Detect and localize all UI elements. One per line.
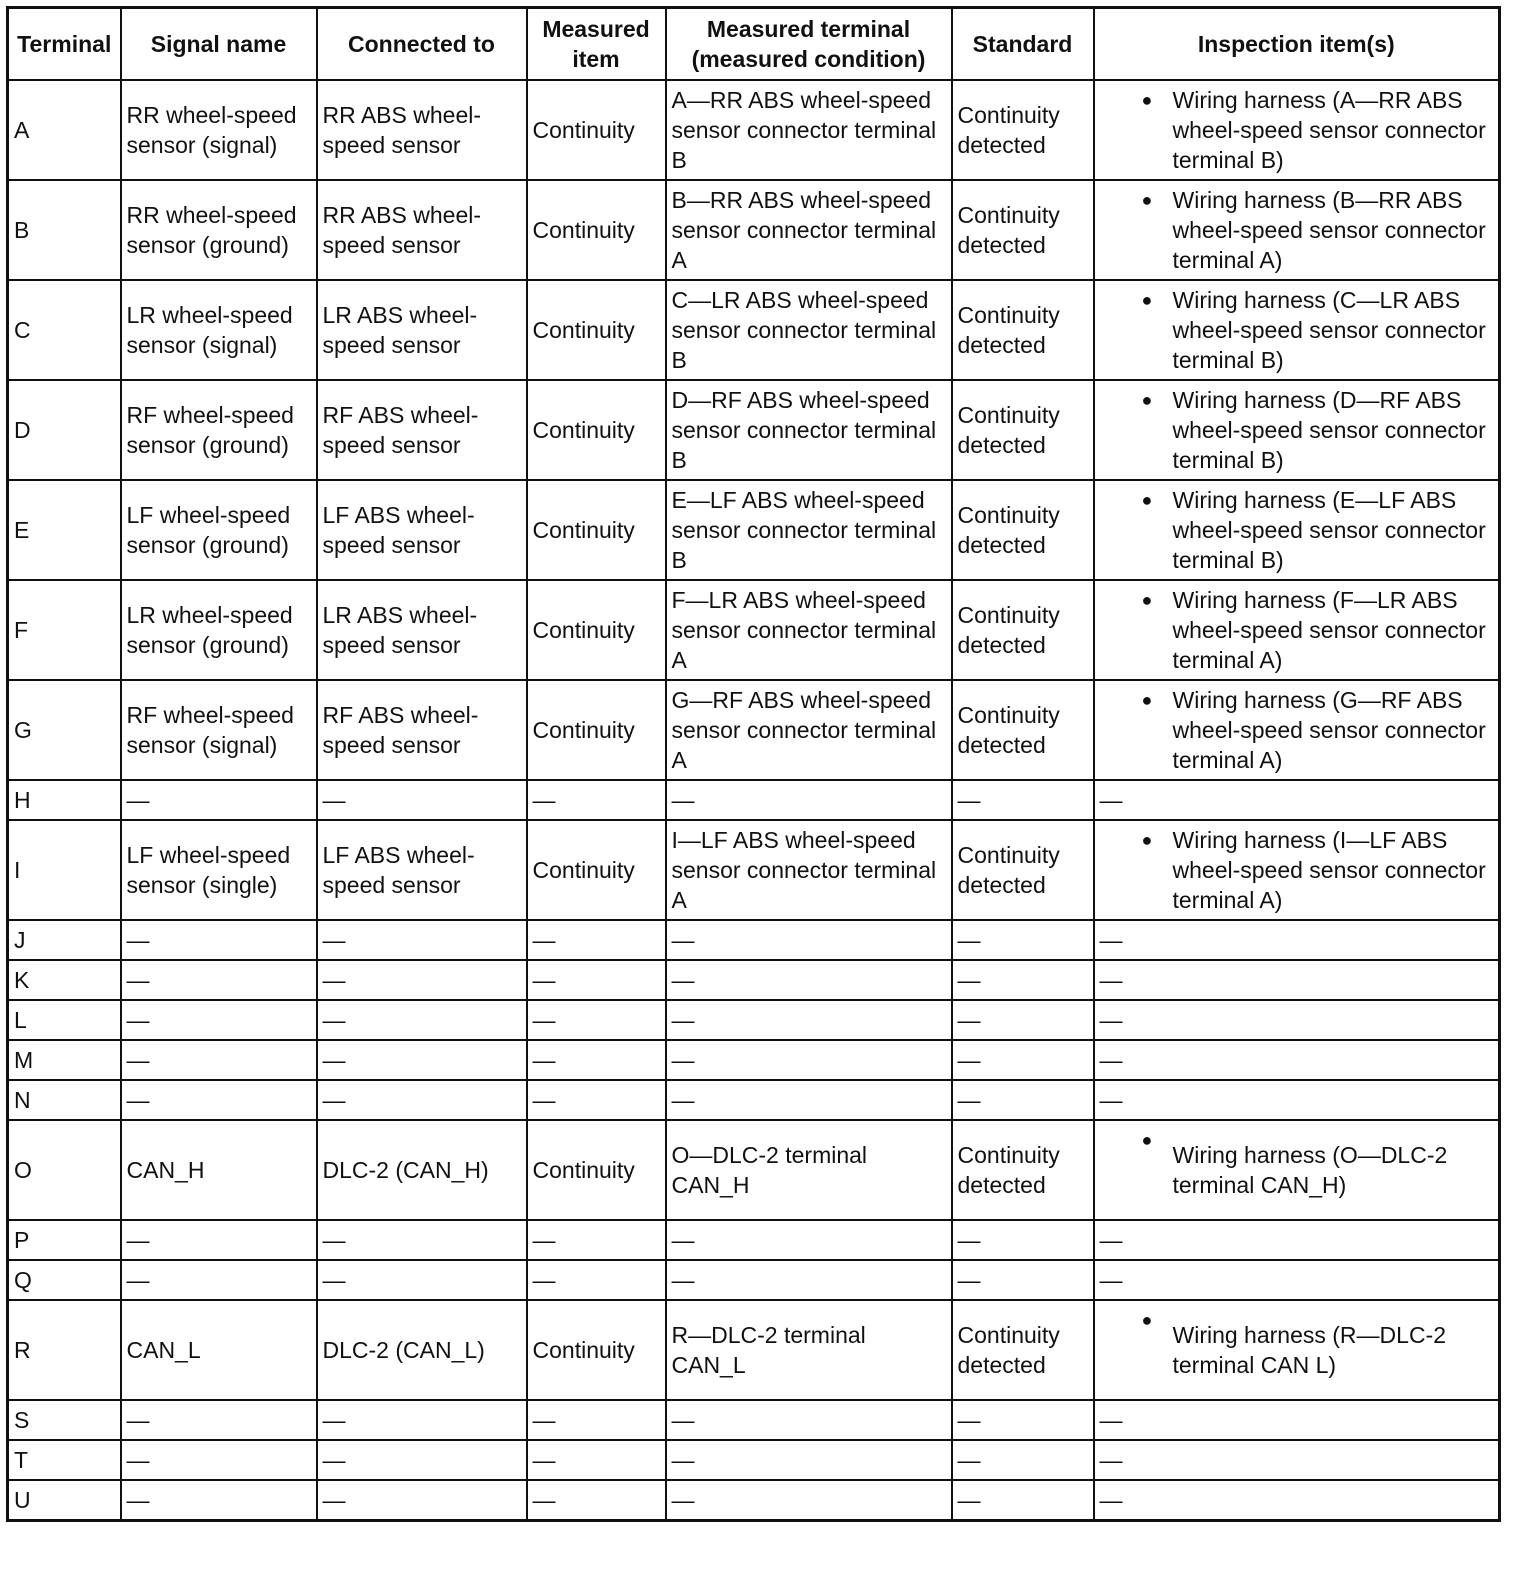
header-measured-item: Measured item — [527, 8, 666, 81]
cell-measured-item: — — [527, 1400, 666, 1440]
cell-inspection-item: — — [1094, 1080, 1500, 1120]
header-standard: Standard — [952, 8, 1094, 81]
cell-measured-terminal: — — [666, 920, 952, 960]
cell-connected-to: LF ABS wheel-speed sensor — [317, 480, 527, 580]
cell-inspection-item: — — [1094, 1260, 1500, 1300]
inspection-text: Wiring harness (B—RR ABS wheel-speed sensor connector terminal A) — [1172, 187, 1486, 273]
inspection-text: Wiring harness (E—LF ABS wheel-speed sensor connector terminal B) — [1172, 487, 1486, 573]
table-row — [8, 780, 1500, 820]
cell-standard: Continuity detected — [952, 680, 1094, 780]
header-signal-name: Signal name — [121, 8, 317, 81]
cell-terminal: T — [8, 1440, 121, 1480]
cell-connected-to: — — [317, 920, 527, 960]
cell-measured-terminal: — — [666, 1220, 952, 1260]
table-row — [8, 180, 1500, 280]
cell-signal-name: — — [121, 1440, 317, 1480]
cell-standard: Continuity detected — [952, 1300, 1094, 1400]
cell-measured-item: Continuity — [527, 280, 666, 380]
cell-standard: — — [952, 1260, 1094, 1300]
cell-signal-name: — — [121, 960, 317, 1000]
cell-measured-terminal: G—RF ABS wheel-speed sensor connector terminal A — [666, 680, 952, 780]
cell-connected-to: RF ABS wheel-speed sensor — [317, 380, 527, 480]
cell-terminal: E — [8, 480, 121, 580]
inspection-text: Wiring harness (A—RR ABS wheel-speed sensor connector terminal B) — [1172, 87, 1486, 173]
cell-signal-name: RF wheel-speed sensor (ground) — [121, 380, 317, 480]
cell-measured-item: — — [527, 1220, 666, 1260]
inspection-text: Wiring harness (G—RF ABS wheel-speed sensor connector terminal A) — [1172, 687, 1486, 773]
cell-measured-terminal: — — [666, 1080, 952, 1120]
cell-measured-terminal: R—DLC-2 terminal CAN_L — [666, 1300, 952, 1400]
cell-connected-to: LR ABS wheel-speed sensor — [317, 280, 527, 380]
bullet-icon: ● — [1141, 1310, 1153, 1330]
cell-signal-name: — — [121, 1400, 317, 1440]
cell-measured-terminal: B—RR ABS wheel-speed sensor connector terminal A — [666, 180, 952, 280]
cell-measured-item: Continuity — [527, 680, 666, 780]
cell-signal-name: RR wheel-speed sensor (ground) — [121, 180, 317, 280]
cell-terminal: O — [8, 1120, 121, 1220]
bullet-icon: ● — [1141, 690, 1153, 710]
table-row — [8, 1000, 1500, 1040]
cell-terminal: Q — [8, 1260, 121, 1300]
cell-measured-terminal: — — [666, 1400, 952, 1440]
cell-measured-terminal: — — [666, 1480, 952, 1521]
cell-connected-to: RF ABS wheel-speed sensor — [317, 680, 527, 780]
cell-inspection-item: — — [1094, 920, 1500, 960]
cell-measured-item: Continuity — [527, 380, 666, 480]
table-row — [8, 1260, 1500, 1300]
inspection-text: Wiring harness (I—LF ABS wheel-speed sensor connector terminal A) — [1172, 827, 1486, 913]
cell-measured-item: Continuity — [527, 1120, 666, 1220]
cell-connected-to: — — [317, 1220, 527, 1260]
header-measured-terminal: Measured terminal (measured condition) — [666, 8, 952, 81]
cell-connected-to: RR ABS wheel-speed sensor — [317, 80, 527, 180]
table-row — [8, 1120, 1500, 1220]
cell-signal-name: — — [121, 1260, 317, 1300]
cell-standard: Continuity detected — [952, 280, 1094, 380]
cell-measured-item: — — [527, 1440, 666, 1480]
cell-signal-name: CAN_L — [121, 1300, 317, 1400]
cell-terminal: P — [8, 1220, 121, 1260]
cell-measured-terminal: F—LR ABS wheel-speed sensor connector terminal A — [666, 580, 952, 680]
cell-measured-item: Continuity — [527, 480, 666, 580]
bullet-icon: ● — [1141, 290, 1153, 310]
table-row — [8, 960, 1500, 1000]
cell-signal-name: — — [121, 1080, 317, 1120]
cell-inspection-item: — — [1094, 1440, 1500, 1480]
cell-terminal: H — [8, 780, 121, 820]
cell-measured-terminal: D—RF ABS wheel-speed sensor connector terminal B — [666, 380, 952, 480]
cell-standard: Continuity detected — [952, 820, 1094, 920]
cell-inspection-item — [1094, 80, 1500, 180]
cell-standard: Continuity detected — [952, 180, 1094, 280]
cell-measured-terminal: — — [666, 1040, 952, 1080]
cell-terminal: B — [8, 180, 121, 280]
cell-terminal: D — [8, 380, 121, 480]
cell-terminal: F — [8, 580, 121, 680]
cell-measured-terminal: — — [666, 780, 952, 820]
cell-connected-to: — — [317, 960, 527, 1000]
cell-measured-terminal: A—RR ABS wheel-speed sensor connector terminal B — [666, 80, 952, 180]
cell-standard: — — [952, 920, 1094, 960]
cell-terminal: K — [8, 960, 121, 1000]
cell-terminal: S — [8, 1400, 121, 1440]
cell-measured-terminal: O—DLC-2 terminal CAN_H — [666, 1120, 952, 1220]
inspection-text: Wiring harness (O—DLC-2 terminal CAN_H) — [1172, 1142, 1448, 1198]
bullet-icon: ● — [1141, 830, 1153, 850]
cell-connected-to: — — [317, 1400, 527, 1440]
cell-terminal: R — [8, 1300, 121, 1400]
cell-standard: — — [952, 780, 1094, 820]
table-row — [8, 580, 1500, 680]
bullet-icon: ● — [1141, 490, 1153, 510]
cell-connected-to: — — [317, 1080, 527, 1120]
cell-measured-item: Continuity — [527, 1300, 666, 1400]
cell-inspection-item — [1094, 480, 1500, 580]
cell-measured-item: — — [527, 1080, 666, 1120]
cell-inspection-item — [1094, 820, 1500, 920]
cell-terminal: I — [8, 820, 121, 920]
cell-signal-name: — — [121, 920, 317, 960]
table-row — [8, 820, 1500, 920]
cell-connected-to: — — [317, 1480, 527, 1521]
cell-connected-to: LF ABS wheel-speed sensor — [317, 820, 527, 920]
table-row — [8, 1440, 1500, 1480]
cell-measured-terminal: I—LF ABS wheel-speed sensor connector terminal A — [666, 820, 952, 920]
cell-connected-to: — — [317, 1440, 527, 1480]
cell-measured-item: Continuity — [527, 820, 666, 920]
cell-connected-to: DLC-2 (CAN_L) — [317, 1300, 527, 1400]
cell-terminal: G — [8, 680, 121, 780]
cell-measured-item: Continuity — [527, 80, 666, 180]
bullet-icon: ● — [1141, 590, 1153, 610]
cell-measured-terminal: — — [666, 1000, 952, 1040]
cell-inspection-item — [1094, 280, 1500, 380]
table-row — [8, 1480, 1500, 1521]
cell-terminal: U — [8, 1480, 121, 1521]
table-row — [8, 1080, 1500, 1120]
cell-measured-item: — — [527, 1000, 666, 1040]
cell-signal-name: — — [121, 1000, 317, 1040]
cell-measured-terminal: — — [666, 1260, 952, 1300]
cell-inspection-item: — — [1094, 1000, 1500, 1040]
cell-inspection-item — [1094, 680, 1500, 780]
cell-connected-to: LR ABS wheel-speed sensor — [317, 580, 527, 680]
cell-terminal: N — [8, 1080, 121, 1120]
cell-standard: — — [952, 1220, 1094, 1260]
cell-standard: Continuity detected — [952, 380, 1094, 480]
bullet-icon: ● — [1141, 90, 1153, 110]
cell-signal-name: LR wheel-speed sensor (ground) — [121, 580, 317, 680]
table-row — [8, 1220, 1500, 1260]
table-row — [8, 380, 1500, 480]
cell-measured-item: — — [527, 1040, 666, 1080]
cell-signal-name: — — [121, 1220, 317, 1260]
cell-signal-name: LF wheel-speed sensor (ground) — [121, 480, 317, 580]
cell-connected-to: — — [317, 780, 527, 820]
table-row — [8, 920, 1500, 960]
cell-inspection-item: — — [1094, 1400, 1500, 1440]
cell-inspection-item — [1094, 380, 1500, 480]
cell-measured-item: — — [527, 1260, 666, 1300]
cell-measured-terminal: E—LF ABS wheel-speed sensor connector terminal B — [666, 480, 952, 580]
table-row — [8, 480, 1500, 580]
cell-connected-to: — — [317, 1260, 527, 1300]
cell-terminal: M — [8, 1040, 121, 1080]
cell-signal-name: — — [121, 1480, 317, 1521]
inspection-text: Wiring harness (R—DLC-2 terminal CAN L) — [1172, 1322, 1447, 1378]
cell-signal-name: CAN_H — [121, 1120, 317, 1220]
cell-connected-to: — — [317, 1000, 527, 1040]
cell-standard: Continuity detected — [952, 580, 1094, 680]
bullet-icon: ● — [1141, 1130, 1153, 1150]
cell-standard: — — [952, 1080, 1094, 1120]
cell-signal-name: LF wheel-speed sensor (single) — [121, 820, 317, 920]
cell-standard: Continuity detected — [952, 80, 1094, 180]
cell-inspection-item: — — [1094, 780, 1500, 820]
cell-standard: Continuity detected — [952, 1120, 1094, 1220]
cell-measured-item: — — [527, 920, 666, 960]
cell-inspection-item — [1094, 1120, 1500, 1220]
terminal-inspection-table — [6, 6, 1501, 1522]
cell-standard: Continuity detected — [952, 480, 1094, 580]
cell-measured-terminal: C—LR ABS wheel-speed sensor connector terminal B — [666, 280, 952, 380]
cell-inspection-item: — — [1094, 960, 1500, 1000]
cell-measured-terminal: — — [666, 1440, 952, 1480]
inspection-text: Wiring harness (C—LR ABS wheel-speed sensor connector terminal B) — [1172, 287, 1486, 373]
table-row — [8, 680, 1500, 780]
cell-measured-item: Continuity — [527, 580, 666, 680]
cell-connected-to: DLC-2 (CAN_H) — [317, 1120, 527, 1220]
cell-terminal: L — [8, 1000, 121, 1040]
table-row — [8, 280, 1500, 380]
table-row — [8, 1040, 1500, 1080]
cell-standard: — — [952, 1440, 1094, 1480]
cell-measured-item: — — [527, 1480, 666, 1521]
cell-connected-to: RR ABS wheel-speed sensor — [317, 180, 527, 280]
cell-inspection-item: — — [1094, 1040, 1500, 1080]
cell-measured-item: Continuity — [527, 180, 666, 280]
cell-standard: — — [952, 1400, 1094, 1440]
header-inspection-items: Inspection item(s) — [1094, 8, 1500, 81]
cell-signal-name: RR wheel-speed sensor (signal) — [121, 80, 317, 180]
cell-connected-to: — — [317, 1040, 527, 1080]
cell-standard: — — [952, 1040, 1094, 1080]
cell-standard: — — [952, 1480, 1094, 1521]
header-connected-to: Connected to — [317, 8, 527, 81]
header-terminal: Terminal — [8, 8, 121, 81]
bullet-icon: ● — [1141, 190, 1153, 210]
cell-terminal: A — [8, 80, 121, 180]
inspection-text: Wiring harness (F—LR ABS wheel-speed sensor connector terminal A) — [1172, 587, 1486, 673]
cell-terminal: C — [8, 280, 121, 380]
cell-signal-name: — — [121, 780, 317, 820]
cell-signal-name: RF wheel-speed sensor (signal) — [121, 680, 317, 780]
cell-inspection-item: — — [1094, 1480, 1500, 1521]
cell-measured-item: — — [527, 780, 666, 820]
bullet-icon: ● — [1141, 390, 1153, 410]
cell-inspection-item: — — [1094, 1220, 1500, 1260]
table-row — [8, 1400, 1500, 1440]
cell-signal-name: LR wheel-speed sensor (signal) — [121, 280, 317, 380]
table-row — [8, 80, 1500, 180]
document-page — [6, 6, 1501, 1522]
cell-standard: — — [952, 1000, 1094, 1040]
cell-signal-name: — — [121, 1040, 317, 1080]
table-header-row — [8, 8, 1500, 81]
cell-inspection-item — [1094, 580, 1500, 680]
cell-measured-terminal: — — [666, 960, 952, 1000]
table-row — [8, 1300, 1500, 1400]
cell-inspection-item — [1094, 1300, 1500, 1400]
table-body — [8, 80, 1500, 1521]
cell-inspection-item — [1094, 180, 1500, 280]
cell-standard: — — [952, 960, 1094, 1000]
inspection-text: Wiring harness (D—RF ABS wheel-speed sensor connector terminal B) — [1172, 387, 1486, 473]
cell-terminal: J — [8, 920, 121, 960]
cell-measured-item: — — [527, 960, 666, 1000]
